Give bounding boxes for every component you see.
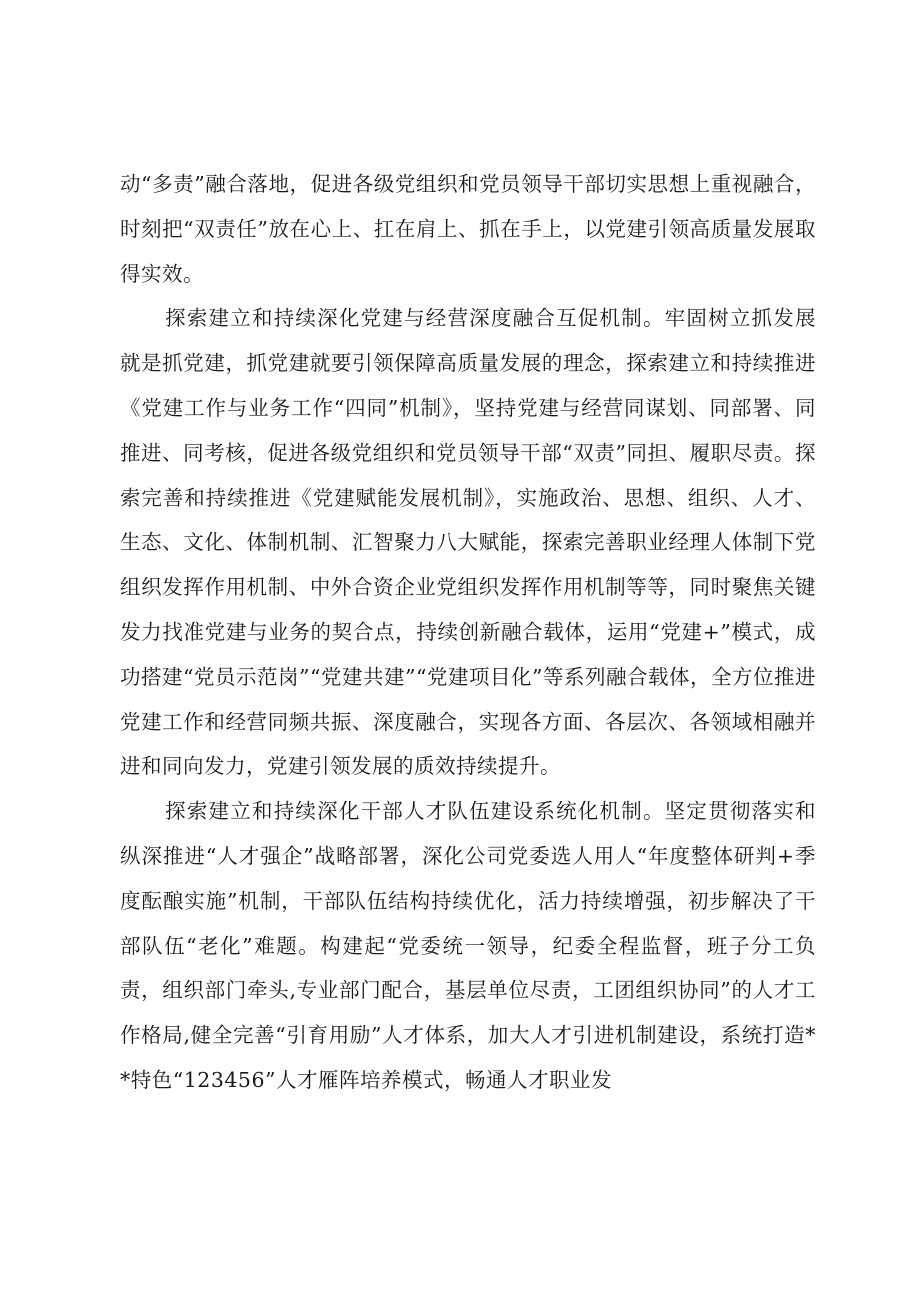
document-body <box>120 162 816 1103</box>
paragraph-talent-mechanism: 探索建立和持续深化干部人才队伍建设系统化机制。坚定贯彻落实和纵深推进“人才强企”战略部署，深化公司党委选人用人“年度整体研判+季度酝酿实施”机制，干部队伍结构持续优化，活力持续增强，初步解决了干部队伍“老化”难题。构建起“党委统一领导，纪委全程监督，班子分工负责，组织部门牵头,专业部门配合，基层单位尽责，工团组织协同”的人才工作格局,健全完善“引育用励”人才体系，加大人才引进机制建设，系统打造**特色“123456”人才雁阵培养模式，畅通人才职业发 <box>120 799 816 1092</box>
paragraph-business-integration: 探索建立和持续深化党建与经营深度融合互促机制。牢固树立抓发展就是抓党建，抓党建就要引领保障高质量发展的理念，探索建立和持续推进《党建工作与业务工作“四同”机制》，坚持党建与经营同谋划、同部署、同推进、同考核，促进各级党组织和党员领导干部“双责”同担、履职尽责。探索完善和持续推进《党建赋能发展机制》，实施政治、思想、组织、人才、生态、文化、体制机制、汇智聚力八大赋能，探索完善职业经理人体制下党组织发挥作用机制、中外合资企业党组织发挥作用机制等等，同时聚焦关键发力找准党建与业务的契合点，持续创新融合载体，运用“党建+”模式，成功搭建“党员示范岗”“党建共建”“党建项目化”等系列融合载体，全方位推进党建工作和经营同频共振、深度融合，实现各方面、各层次、各领域相融并进和同向发力，党建引领发展的质效持续提升。 <box>120 306 816 779</box>
paragraph-continuation: 动“多责”融合落地，促进各级党组织和党员领导干部切实思想上重视融合，时刻把“双责任”放在心上、扛在肩上、抓在手上，以党建引领高质量发展取得实效。 <box>120 172 816 286</box>
